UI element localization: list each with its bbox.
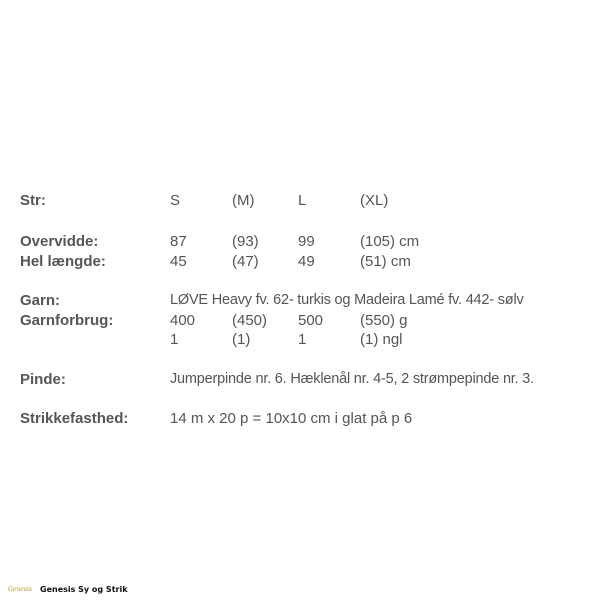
size-m: (M) <box>232 192 255 209</box>
strikkefasthed-label: Strikkefasthed: <box>20 410 129 427</box>
overvidde-s: 87 <box>170 233 187 250</box>
size-s: S <box>170 192 181 209</box>
size-xl: (XL) <box>360 192 389 209</box>
garn-label: Garn: <box>20 292 61 309</box>
noegler-m: (1) <box>232 331 251 348</box>
shop-logo: Genesis <box>8 586 32 593</box>
overvidde-m: (93) <box>232 233 259 250</box>
garnforbrug-m: (450) <box>232 312 268 329</box>
garnforbrug-label: Garnforbrug: <box>20 312 114 329</box>
overvidde-l: 99 <box>298 233 315 250</box>
noegler-l: 1 <box>298 331 307 348</box>
size-l: L <box>298 192 307 209</box>
laengde-label: Hel længde: <box>20 253 106 270</box>
laengde-m: (47) <box>232 253 259 270</box>
noegler-xl: (1) ngl <box>360 331 403 348</box>
garnforbrug-l: 500 <box>298 312 324 329</box>
garnforbrug-s: 400 <box>170 312 196 329</box>
laengde-s: 45 <box>170 253 187 270</box>
shop-name: Genesis Sy og Strik <box>40 585 128 594</box>
size-label: Str: <box>20 192 46 209</box>
overvidde-xl: (105) cm <box>360 233 420 250</box>
laengde-xl: (51) cm <box>360 253 411 270</box>
garnforbrug-xl: (550) g <box>360 312 408 329</box>
laengde-l: 49 <box>298 253 315 270</box>
noegler-s: 1 <box>170 331 179 348</box>
pinde-label: Pinde: <box>20 371 66 388</box>
garn-value: LØVE Heavy fv. 62- turkis og Madeira Lamé fv. 442- sølv <box>170 292 524 308</box>
footer <box>8 585 128 594</box>
overvidde-label: Overvidde: <box>20 233 99 250</box>
pinde-value: Jumperpinde nr. 6. Hæklenål nr. 4-5, 2 strømpepinde nr. 3. <box>170 371 534 387</box>
strikkefasthed-value: 14 m x 20 p = 10x10 cm i glat på p 6 <box>170 410 413 427</box>
